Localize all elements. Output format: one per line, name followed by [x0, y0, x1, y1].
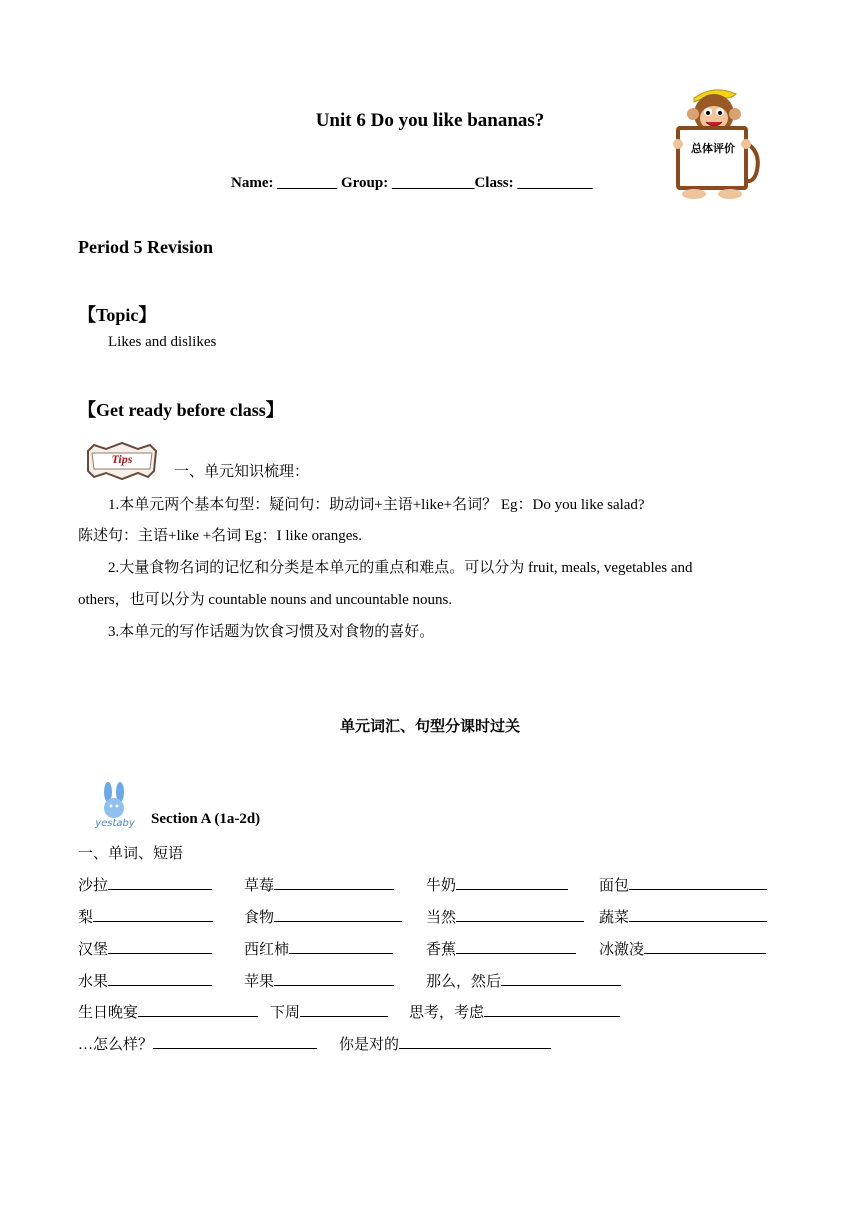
vocab-item-bread: 面包: [599, 874, 767, 895]
vocab-item-tomato: 西红柿: [244, 938, 393, 959]
point-2-line-1: 2.大量食物名词的记忆和分类是本单元的重点和难点。可以分为 fruit, meals, vegetables and: [108, 560, 693, 576]
vocab-item-hamburger: 汉堡: [78, 938, 212, 959]
monkey-evaluation-badge: [664, 84, 764, 208]
answer-blank[interactable]: [274, 875, 394, 890]
answer-blank[interactable]: [484, 1002, 620, 1017]
vocab-item-ice-cream: 冰激凌: [599, 938, 766, 959]
rabbit-logo-text: yestaby: [95, 818, 135, 829]
vocab-item-food: 食物: [244, 906, 402, 927]
vocab-item-vegetable: 蔬菜: [599, 906, 767, 927]
name-group-class-line: Name: ________ Group: ___________Class: __________: [231, 175, 593, 191]
vocab-item-think: 思考，考虑: [409, 1001, 620, 1022]
answer-blank[interactable]: [274, 907, 402, 922]
answer-blank[interactable]: [629, 875, 767, 890]
vocab-item-milk: 牛奶: [426, 874, 568, 895]
answer-blank[interactable]: [274, 971, 394, 986]
answer-blank[interactable]: [644, 939, 766, 954]
topic-heading: 【Topic】: [78, 305, 157, 325]
answer-blank[interactable]: [153, 1034, 317, 1049]
answer-blank[interactable]: [93, 907, 213, 922]
knowledge-section-title: 一、单元知识梳理：: [174, 464, 310, 480]
point-3: 3.本单元的写作话题为饮食习惯及对食物的喜好。: [108, 624, 435, 640]
answer-blank[interactable]: [108, 939, 212, 954]
point-1-line-1: 1.本单元两个基本句型：疑问句：助动词+主语+like+名词？ Eg：Do you like salad?: [108, 497, 645, 513]
answer-blank[interactable]: [399, 1034, 551, 1049]
tips-badge: [84, 441, 160, 481]
unit-pass-title: 单元词汇、句型分课时过关: [339, 719, 520, 735]
answer-blank[interactable]: [300, 1002, 388, 1017]
answer-blank[interactable]: [456, 875, 568, 890]
rabbit-logo: [88, 782, 142, 832]
answer-blank[interactable]: [629, 907, 767, 922]
vocab-item-sure: 当然: [426, 906, 584, 927]
tips-label: Tips: [111, 452, 133, 466]
vocab-item-then: 那么，然后: [426, 970, 621, 991]
vocab-item-banana: 香蕉: [426, 938, 576, 959]
vocab-item-pear: 梨: [78, 906, 213, 927]
point-2-line-2: others，也可以分为 countable nouns and uncountable nouns.: [78, 592, 453, 608]
vocab-item-strawberry: 草莓: [244, 874, 394, 895]
vocab-item-apple: 苹果: [244, 970, 394, 991]
vocab-item-fruit: 水果: [78, 970, 212, 991]
answer-blank[interactable]: [289, 939, 393, 954]
badge-label: 总体评价: [691, 142, 735, 155]
section-a-title: Section A (1a-2d): [151, 811, 261, 827]
answer-blank[interactable]: [456, 939, 576, 954]
vocab-item-salad: 沙拉: [78, 874, 212, 895]
topic-text: Likes and dislikes: [108, 334, 217, 350]
vocab-item-how-about: …怎么样？: [78, 1033, 317, 1054]
answer-blank[interactable]: [138, 1002, 258, 1017]
vocab-item-next-week: 下周: [270, 1001, 388, 1022]
answer-blank[interactable]: [108, 875, 212, 890]
answer-blank[interactable]: [456, 907, 584, 922]
vocab-item-you-are-right: 你是对的: [339, 1033, 551, 1054]
point-1-line-2: 陈述句：主语+like +名词 Eg：I like oranges.: [78, 528, 362, 544]
answer-blank[interactable]: [108, 971, 212, 986]
vocab-subtitle: 一、单词、短语: [78, 846, 184, 862]
vocab-item-birthday-dinner: 生日晚宴: [78, 1001, 258, 1022]
get-ready-heading: 【Get ready before class】: [78, 400, 284, 420]
period-heading: Period 5 Revision: [78, 237, 213, 257]
answer-blank[interactable]: [501, 971, 621, 986]
page-title: Unit 6 Do you like bananas?: [315, 110, 545, 131]
